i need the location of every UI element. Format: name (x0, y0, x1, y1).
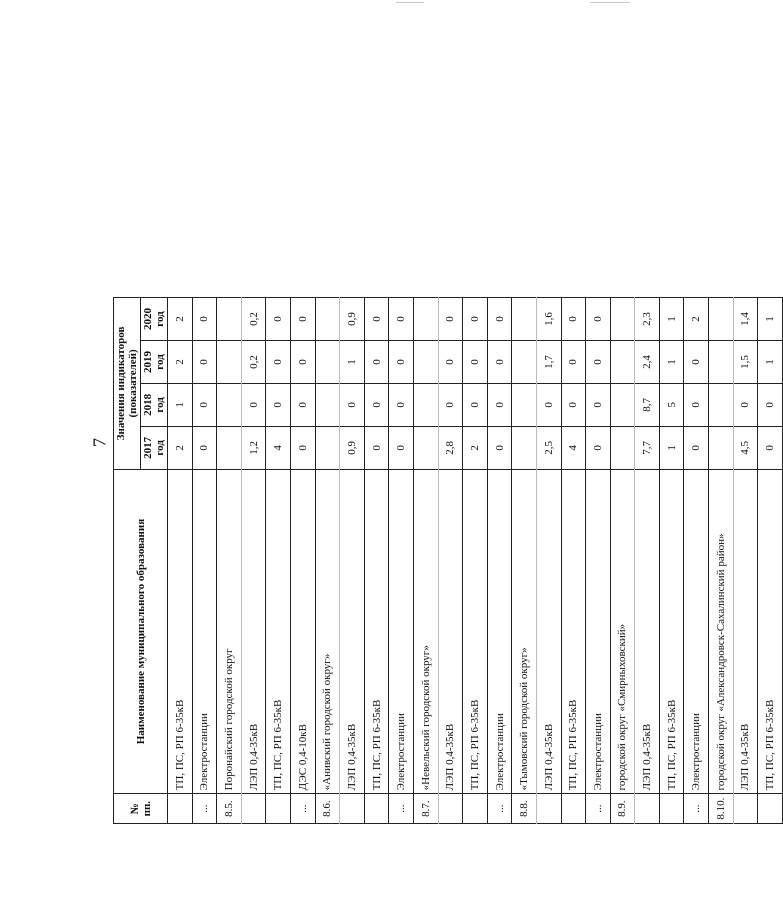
value-2018: 0 (340, 383, 365, 426)
table-row (315, 298, 340, 824)
value-2020 (610, 298, 635, 341)
indicator-name: ТП, ПС, РП 6-35кВ (561, 469, 586, 794)
value-2020: 0 (487, 298, 512, 341)
value-2017: 0 (586, 426, 611, 469)
value-2020: 0 (586, 298, 611, 341)
row-number (241, 794, 266, 824)
row-number (438, 794, 463, 824)
value-2017: 7,7 (635, 426, 660, 469)
value-2020 (315, 298, 340, 341)
table-row (586, 298, 611, 824)
value-2017: 2,8 (438, 426, 463, 469)
value-2020: 0 (389, 298, 414, 341)
indicator-name: ТП, ПС, РП 6-35кВ (463, 469, 488, 794)
table-row (512, 298, 537, 824)
value-2020: 0 (290, 298, 315, 341)
table-body (168, 298, 783, 824)
value-2018 (217, 383, 242, 426)
value-2019: 0,2 (241, 340, 266, 383)
table-row (192, 298, 217, 824)
table-row (413, 298, 438, 824)
value-2018: 0 (561, 383, 586, 426)
value-2018 (512, 383, 537, 426)
indicator-name: ЛЭП 0,4-35кВ (635, 469, 660, 794)
page-number: 7 (89, 438, 110, 447)
row-number (340, 794, 365, 824)
value-2017: 2,5 (536, 426, 561, 469)
table-row (340, 298, 365, 824)
value-2020: 0 (463, 298, 488, 341)
value-2017: 0 (192, 426, 217, 469)
row-number (168, 794, 193, 824)
header-year-2020: 2020 год (141, 298, 168, 341)
indicator-name: ТП, ПС, РП 6-35кВ (758, 469, 783, 794)
row-number (659, 794, 684, 824)
value-2019: 1 (758, 340, 783, 383)
indicator-name: ТП, ПС, РП 6-35кВ (168, 469, 193, 794)
value-2018: 0 (684, 383, 709, 426)
indicator-name: Электростанции (389, 469, 414, 794)
value-2020: 2,3 (635, 298, 660, 341)
indicator-name: ДЭС 0,4-10кВ (290, 469, 315, 794)
table-row (709, 298, 734, 824)
value-2018: 8,7 (635, 383, 660, 426)
indicator-name: ЛЭП 0,4-35кВ (438, 469, 463, 794)
value-2020: 0,2 (241, 298, 266, 341)
value-2019: 0 (586, 340, 611, 383)
value-2019: 0 (487, 340, 512, 383)
row-number (266, 794, 291, 824)
value-2017: 0 (487, 426, 512, 469)
value-2019: 0 (389, 340, 414, 383)
value-2017: 0 (290, 426, 315, 469)
value-2017: 0,9 (340, 426, 365, 469)
header-year-2018: 2018 год (141, 383, 168, 426)
row-number (635, 794, 660, 824)
value-2018: 0 (192, 383, 217, 426)
value-2018: 0 (487, 383, 512, 426)
header-indicator-values: Значения индикаторов (показателей) (114, 298, 141, 470)
value-2019 (709, 340, 734, 383)
municipality-name: городской округ «Александровск-Сахалинский район» (709, 469, 734, 794)
value-2019 (315, 340, 340, 383)
table-row (487, 298, 512, 824)
value-2018: 5 (659, 383, 684, 426)
value-2019: 2,4 (635, 340, 660, 383)
indicator-table (113, 297, 783, 824)
value-2019: 1,7 (536, 340, 561, 383)
table-row (266, 298, 291, 824)
indicator-name: Электростанции (487, 469, 512, 794)
value-2019: 0 (266, 340, 291, 383)
row-number: ... (586, 794, 611, 824)
value-2020: 1,4 (733, 298, 758, 341)
row-number: 8.9. (610, 794, 635, 824)
table-row (168, 298, 193, 824)
value-2018 (413, 383, 438, 426)
table-row (659, 298, 684, 824)
row-number: ... (487, 794, 512, 824)
municipality-name: «Невельский городской округ» (413, 469, 438, 794)
municipality-name: «Тымовский городской округ» (512, 469, 537, 794)
value-2018 (709, 383, 734, 426)
row-number: ... (684, 794, 709, 824)
value-2020: 0,9 (340, 298, 365, 341)
row-number: ... (192, 794, 217, 824)
value-2019: 0 (192, 340, 217, 383)
value-2020: 0 (192, 298, 217, 341)
municipality-name: городской округ «Смирныховский» (610, 469, 635, 794)
row-number: ... (389, 794, 414, 824)
indicator-table-rotated (113, 297, 783, 824)
row-number (733, 794, 758, 824)
municipality-name: «Анивский городской округ» (315, 469, 340, 794)
value-2019: 1 (659, 340, 684, 383)
value-2017 (217, 426, 242, 469)
table-row (758, 298, 783, 824)
table-row (364, 298, 389, 824)
value-2018: 1 (168, 383, 193, 426)
value-2018: 0 (290, 383, 315, 426)
value-2017 (512, 426, 537, 469)
value-2019: 0 (561, 340, 586, 383)
row-number: 8.10. (709, 794, 734, 824)
value-2017: 4 (561, 426, 586, 469)
value-2017: 2 (463, 426, 488, 469)
row-number: 8.8. (512, 794, 537, 824)
value-2017 (315, 426, 340, 469)
value-2019: 0 (290, 340, 315, 383)
row-number (364, 794, 389, 824)
value-2019: 0 (438, 340, 463, 383)
value-2020: 2 (168, 298, 193, 341)
scan-edge-mark (396, 2, 424, 3)
value-2020: 0 (438, 298, 463, 341)
value-2020 (413, 298, 438, 341)
value-2018: 0 (266, 383, 291, 426)
table-row (241, 298, 266, 824)
table-row (635, 298, 660, 824)
table-row (684, 298, 709, 824)
table-row (389, 298, 414, 824)
value-2018: 0 (536, 383, 561, 426)
value-2019: 1,5 (733, 340, 758, 383)
value-2020: 2 (684, 298, 709, 341)
value-2018 (610, 383, 635, 426)
value-2019: 0 (463, 340, 488, 383)
value-2020: 0 (561, 298, 586, 341)
value-2018: 0 (758, 383, 783, 426)
value-2019: 2 (168, 340, 193, 383)
indicator-name: ТП, ПС, РП 6-35кВ (659, 469, 684, 794)
value-2019 (217, 340, 242, 383)
value-2017: 0 (389, 426, 414, 469)
value-2020: 1 (758, 298, 783, 341)
table-row (290, 298, 315, 824)
value-2019 (610, 340, 635, 383)
header-year-2017: 2017 год (141, 426, 168, 469)
value-2018: 0 (463, 383, 488, 426)
value-2017: 0 (364, 426, 389, 469)
table-row (463, 298, 488, 824)
value-2017: 2 (168, 426, 193, 469)
header-year-2019: 2019 год (141, 340, 168, 383)
row-number (561, 794, 586, 824)
value-2020 (512, 298, 537, 341)
table-row (733, 298, 758, 824)
scan-edge-mark (590, 2, 630, 3)
value-2020: 1,6 (536, 298, 561, 341)
value-2020 (217, 298, 242, 341)
indicator-name: ЛЭП 0,4-35кВ (733, 469, 758, 794)
value-2017: 1,2 (241, 426, 266, 469)
indicator-name: ТП, ПС, РП 6-35кВ (266, 469, 291, 794)
value-2018: 0 (586, 383, 611, 426)
indicator-name: ЛЭП 0,4-35кВ (536, 469, 561, 794)
value-2017: 1 (659, 426, 684, 469)
value-2018: 0 (241, 383, 266, 426)
value-2019 (413, 340, 438, 383)
value-2018: 0 (438, 383, 463, 426)
value-2019: 1 (340, 340, 365, 383)
value-2017: 0 (758, 426, 783, 469)
value-2020: 1 (659, 298, 684, 341)
value-2019 (512, 340, 537, 383)
header-number: № пп. (114, 794, 168, 824)
value-2020 (709, 298, 734, 341)
value-2017 (709, 426, 734, 469)
table-row (438, 298, 463, 824)
row-number: 8.6. (315, 794, 340, 824)
table-row (217, 298, 242, 824)
indicator-name: ЛЭП 0,4-35кВ (340, 469, 365, 794)
value-2018 (315, 383, 340, 426)
indicator-name: ЛЭП 0,4-35кВ (241, 469, 266, 794)
indicator-name: ТП, ПС, РП 6-35кВ (364, 469, 389, 794)
value-2020: 0 (266, 298, 291, 341)
table-row (536, 298, 561, 824)
row-number: ... (290, 794, 315, 824)
table-row (610, 298, 635, 824)
value-2019: 0 (364, 340, 389, 383)
row-number (536, 794, 561, 824)
row-number: 8.5. (217, 794, 242, 824)
value-2017: 4 (266, 426, 291, 469)
value-2018: 0 (389, 383, 414, 426)
municipality-name: Поронайский городской округ (217, 469, 242, 794)
row-number: 8.7. (413, 794, 438, 824)
indicator-name: Электростанции (586, 469, 611, 794)
value-2017 (610, 426, 635, 469)
value-2017 (413, 426, 438, 469)
table-row (561, 298, 586, 824)
table-header (114, 298, 168, 824)
indicator-name: Электростанции (192, 469, 217, 794)
value-2018: 0 (733, 383, 758, 426)
value-2017: 4,5 (733, 426, 758, 469)
row-number (463, 794, 488, 824)
value-2018: 0 (364, 383, 389, 426)
value-2017: 0 (684, 426, 709, 469)
value-2019: 0 (684, 340, 709, 383)
header-municipality-name: Наименование муниципального образования (114, 469, 168, 794)
indicator-name: Электростанции (684, 469, 709, 794)
row-number (758, 794, 783, 824)
value-2020: 0 (364, 298, 389, 341)
